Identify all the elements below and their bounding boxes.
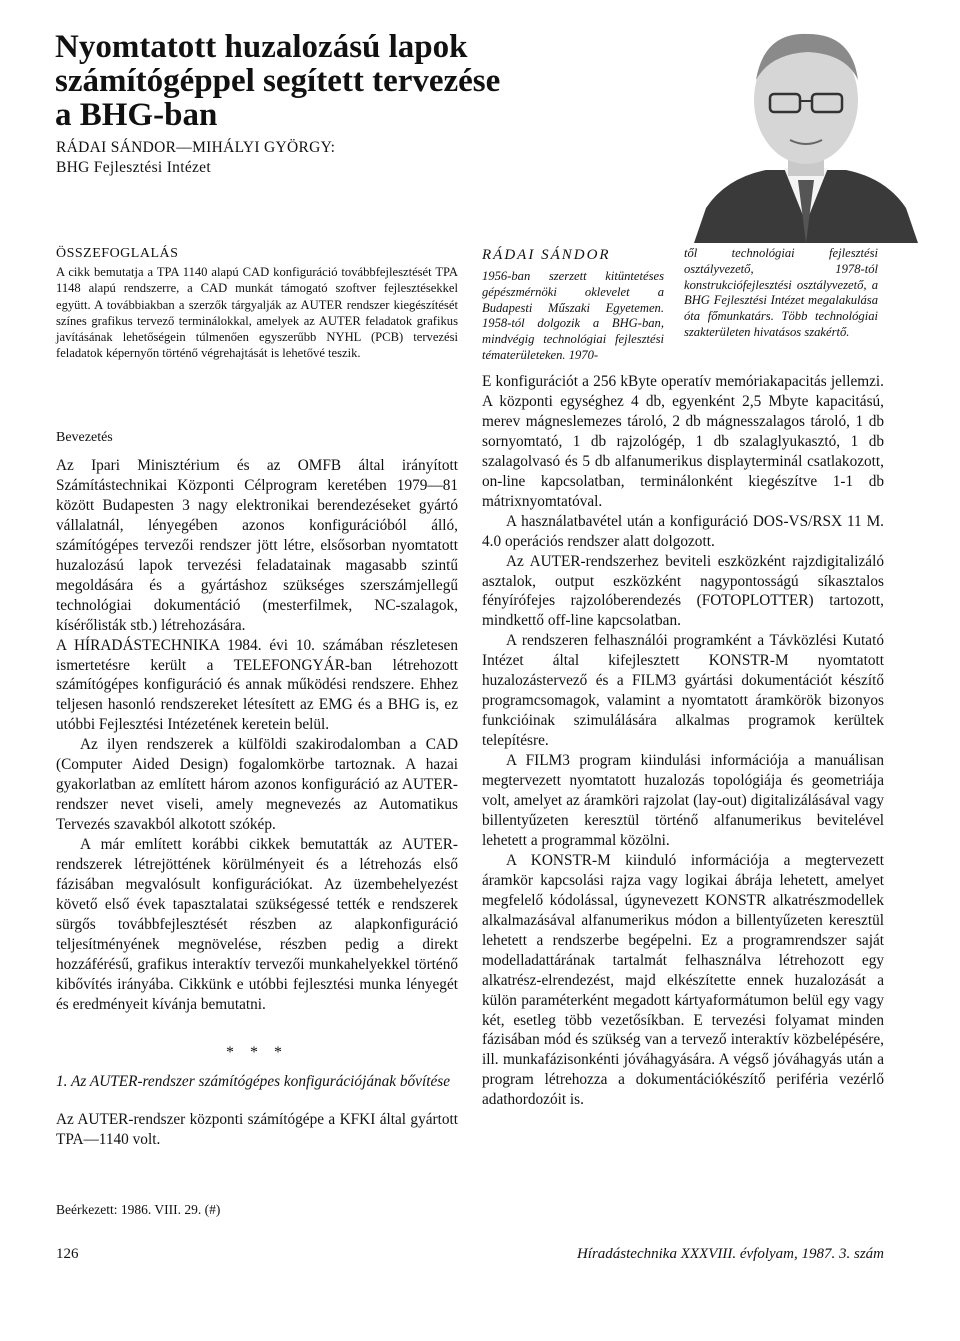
bio-text-part-1: 1956-ban szerzett kitüntetéses gépészmérnöki oklevelet a Budapesti Műszaki Egyetemen. 1958-tól dolgozik a BHG-ban, mindvégig technológiai fejlesztési tématerületeken. 1970-	[482, 269, 664, 362]
title-line-2: számítógéppel segített tervezése	[55, 63, 501, 99]
author-block	[56, 138, 476, 178]
affiliation: BHG Fejlesztési Intézet	[56, 159, 211, 176]
intro-paragraph: Az ilyen rendszerek a külföldi szakirodalomban a CAD (Computer Aided Design) fogalomkörbe tartoznak. A hazai gyakorlatban az említett három azonos konfiguráció az AUTER-rendszer nevet viseli, amely megnevezés az Automatikus Tervezés szavakból alkotott szókép.	[56, 736, 458, 834]
section-1-heading: 1. Az AUTER-rendszer számítógépes konfigurációjának bővítése	[56, 1073, 450, 1090]
section-1-text: Az AUTER-rendszer központi számítógépe a KFKI által gyártott TPA—1140 volt.	[56, 1111, 458, 1148]
bio-author-name: RÁDAI SÁNDOR	[482, 247, 611, 263]
body-paragraph: Az AUTER-rendszerhez beviteli eszközként rajzdigitalizáló asztalok, output eszközként nagypontosságú síkasztalos fényírófejes rajzolóberendezés (FOTOPLOTTER) tartozott, mindkettő off-line kapcsolatban.	[482, 552, 884, 630]
intro-paragraph: A HÍRADÁSTECHNIKA 1984. évi 10. számában részletesen ismertetésre került a TELEFONGYÁR-ban létrehozott számítógépes konfiguráció és annak működési rendszere. Ehhez teljesen hasonló rendszereket létesített az EMG és a BHG is, ez utóbbi Fejlesztési Intézetének keretein belül.	[56, 636, 458, 734]
right-column-body	[482, 372, 884, 1110]
section-separator: * * *	[226, 1044, 288, 1061]
body-paragraph: A KONSTR-M kiinduló információja a megtervezett áramkör kapcsolási rajza vagy logikai ábrája lehetett, amelyet megfelelő kódolással, úgynevezett KONSTR alkatrészmodellek alkalmazásával alfanumerikus módon a billentyűzeten keresztül lehetett a rendszerbe begépelni. Ez a programrendszer saját modelladattárának tartalmát felhasználva létrehozott egy alkatrész-elrendezést, majd elkészítette ennek huzalozását a külön paraméterként megadott kártyaformátumon belül egy vagy két, esetleg több vezetősíkban. E tervezési folyamat minden fázisában mód és szükség van a tervező interaktív közbelépésére, ill. munkafázisonkénti jóváhagyására. A végső jóváhagyás után a program létrehozza a dokumentációkészítő periféria vezérlő adathordozóit is.	[482, 851, 884, 1109]
summary-heading: ÖSSZEFOGLALÁS	[56, 246, 179, 261]
article-title	[55, 30, 575, 132]
bio-text-part-2: től technológiai fejlesztési osztályvezető, 1978-tól konstrukciófejlesztési osztályvezető, a BHG Fejlesztési Intézet megalakulása óta főmunkatárs. Több technológiai szakterületen hivatásos szakértő.	[684, 246, 878, 339]
intro-paragraph: A már említett korábbi cikkek bemutatták az AUTER-rendszerek létrejöttének körülményeit és a létrehozás első fázisában megvalósult konfigurációkat. Az üzembehelyezést követő első évek tapasztalatai szükségessé tették e rendszerek sürgős továbbfejlesztését részben az alapkonfiguráció teljesítményének megnövelése, részben pedig a direkt hozzáférésű, grafikus interaktív tervezői munkahelyekkel történő kibővítés irányába. Cikkünk e utóbbi fejlesztési munka lényegét és eredményeit kívánja bemutatni.	[56, 836, 458, 1013]
title-line-1: Nyomtatott huzalozású lapok	[55, 29, 468, 65]
authors: RÁDAI SÁNDOR—MIHÁLYI GYÖRGY:	[56, 139, 336, 156]
intro-body	[56, 456, 458, 1015]
summary-text: A cikk bemutatja a TPA 1140 alapú CAD konfiguráció továbbfejlesztését TPA 1148 alapú rendszerre, a CAD munkát támogató szoftver fejlesztésekkel együtt. A továbbiakban a szerzők tárgyalják az AUTER rendszer kiegészítését színes grafikus tervező terminálokkal, amelyek az AUTER feladatok grafikus javításának lehetőségein túlmenően egyszerűbb NYHL (PCB) tervezési feladatok képernyőn történő végrehajtását is lehetővé teszik.	[56, 265, 458, 361]
intro-paragraph: Az Ipari Minisztérium és az OMFB által irányított Számítástechnikai Központi Célprogram keretében 1979—81 között Budapesten 3 nagy elektronikai berendezéseket gyártó vállalatnál, lényegében azonos konfigurációból álló, számítógépes tervezői rendszer jött létre, elsősorban nyomtatott huzalozású lapok tervezési feladatainak magasabb szintű megoldására és a gyártáshoz szükséges szerszámjellegű technológiai dokumentáció (mesterfilmek, NC-szalagok, kísérőlisták stb.) létrehozására.	[56, 457, 458, 634]
journal-footer: Híradástechnika XXXVIII. évfolyam, 1987. 3. szám	[576, 1246, 884, 1262]
title-line-3: a BHG-ban	[55, 97, 218, 133]
author-portrait-photo	[686, 18, 926, 243]
body-paragraph: A FILM3 program kiindulási információja a manuálisan megtervezett nyomtatott huzalozás topológiája és geometriája volt, amelyet az áramköri rajzolat (lay-out) digitalizálásával vagy billentyűzeten keresztül történő alfanumerikus bevitelével lehetett a programmal közölni.	[482, 752, 884, 849]
body-paragraph: A használatbavétel után a konfiguráció DOS-VS/RSX 11 M. 4.0 operációs rendszer alatt dolgozott.	[482, 512, 884, 550]
body-paragraph: A rendszeren felhasználói programként a Távközlési Kutató Intézet által kifejlesztett KONSTR-M nyomtatott huzalozástervező és a FILM3 gyártási dokumentációt készítő programcsomagok, valamint a nyomtatott áramkörök bizonyos funkcióinak szimulálására alkalmas programok kerültek telepítésre.	[482, 632, 884, 750]
body-paragraph: E konfigurációt a 256 kByte operatív memóriakapacitás jellemzi. A központi egységhez 4 db, egyenként 2,5 Mbyte kapacitású, merev mágneslemezes tároló, 2 db mágnesszalagos tároló, 1 db sornyomtató, 1 db rajzológép, 1 db szalaglyukasztó, 1 db szalagolvasó és 5 db alfanumerikus displayterminál csatlakozott, on-line kapcsolatban, terminálonként kiegészítve 1-1 db mátrixnyomtatóval.	[482, 373, 884, 510]
received-date: Beérkezett: 1986. VIII. 29. (#)	[56, 1202, 221, 1217]
intro-heading: Bevezetés	[56, 430, 113, 445]
page-number: 126	[56, 1246, 79, 1262]
